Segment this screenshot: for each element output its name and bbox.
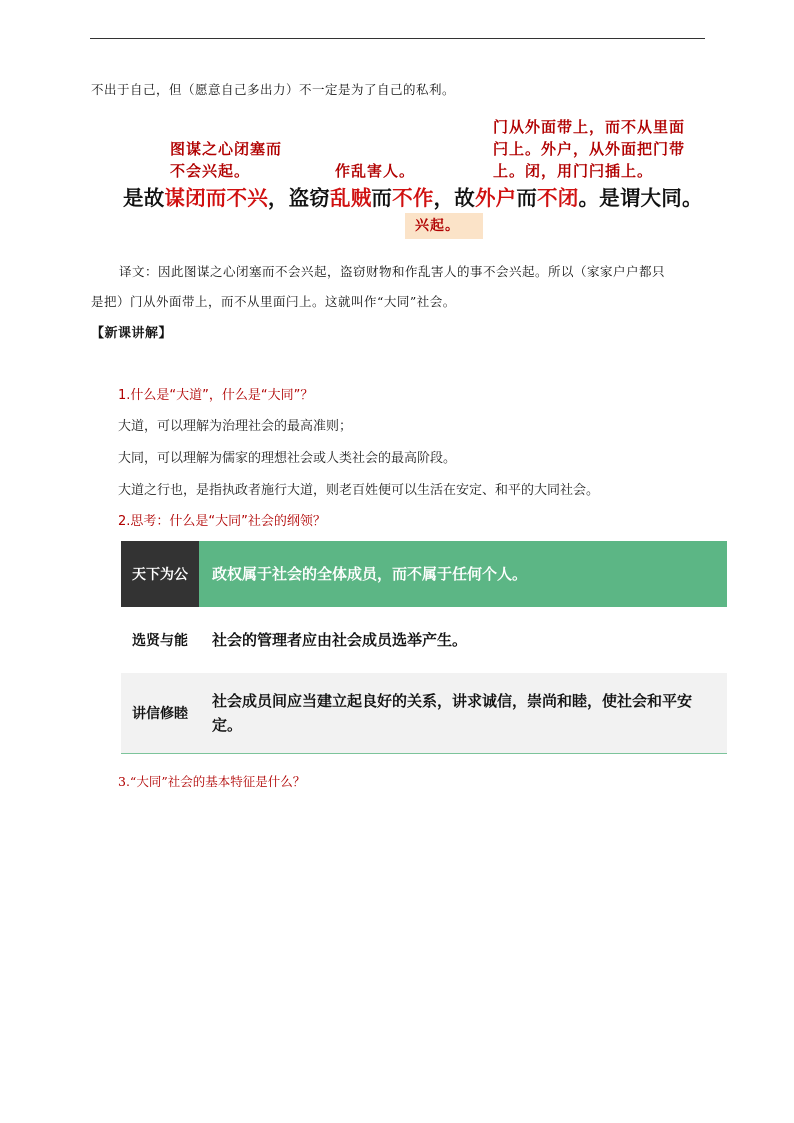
row-label: 选贤与能: [132, 633, 188, 649]
translation-line1: 译文：因此图谋之心闭塞而不会兴起，盗窃财物和作乱害人的事不会兴起。所以（家家户户都只: [119, 264, 666, 279]
program-table: [121, 541, 727, 754]
q1-line: 大道之行也，是指执政者施行大道，则老百姓便可以生活在安定、和平的大同社会。: [118, 483, 600, 498]
table-row: [121, 673, 727, 754]
translation-line2: 是把）门从外面带上，而不从里面闩上。这就叫作“大同”社会。: [91, 294, 456, 309]
note-boxed: 兴起。: [405, 213, 483, 239]
classical-sentence: [123, 181, 703, 211]
sentence-highlight: 不闭: [537, 186, 579, 210]
sentence-highlight: 不作: [392, 186, 434, 210]
sentence-part: ，故: [433, 186, 475, 210]
note-right-line3: 上。闭，用门闩插上。: [493, 162, 654, 180]
intro-line: 不出于自己，但（愿意自己多出力）不一定是为了自己的私利。: [91, 82, 456, 97]
table-row: [121, 607, 727, 673]
sentence-highlight: 乱贼: [330, 186, 372, 210]
header-rule: [90, 38, 705, 39]
note-left-line2: 不会兴起。: [170, 162, 251, 180]
q1-line: 大同，可以理解为儒家的理想社会或人类社会的最高阶段。: [118, 451, 457, 466]
row-content: 社会成员间应当建立起良好的关系，讲求诚信，崇尚和睦，使社会和平安定。: [212, 692, 693, 734]
row-label: 讲信修睦: [132, 706, 188, 722]
sentence-part: 。是谓大同。: [578, 186, 703, 210]
sentence-part: 是故: [123, 186, 165, 210]
row-content: 社会的管理者应由社会成员选举产生。: [212, 631, 468, 649]
row-content: 政权属于社会的全体成员，而不属于任何个人。: [199, 541, 727, 607]
table-row: [121, 541, 727, 607]
question-2-title: 2.思考：什么是“大同”社会的纲领？: [118, 514, 326, 529]
sentence-part: 而: [516, 186, 538, 210]
question-1-title: 1.什么是“大道”，什么是“大同”？: [118, 388, 314, 403]
question-3-title: 3.“大同”社会的基本特征是什么？: [118, 774, 306, 789]
row-label: 天下为公: [121, 541, 199, 607]
sentence-part: 而: [371, 186, 393, 210]
sentence-highlight: 外户: [474, 186, 517, 210]
section-heading: 【新课讲解】: [91, 326, 173, 341]
q1-line: 大道，可以理解为治理社会的最高准则；: [118, 419, 353, 434]
note-right-line1: 门从外面带上，而不从里面: [493, 118, 686, 136]
note-middle: 作乱害人。: [335, 162, 416, 180]
note-left-line1: 图谋之心闭塞而: [170, 140, 283, 158]
note-right-line2: 闩上。外户，从外面把门带: [493, 140, 686, 158]
sentence-part: ，盗窃: [267, 186, 331, 210]
sentence-highlight: 谋闭而不兴: [164, 186, 268, 210]
